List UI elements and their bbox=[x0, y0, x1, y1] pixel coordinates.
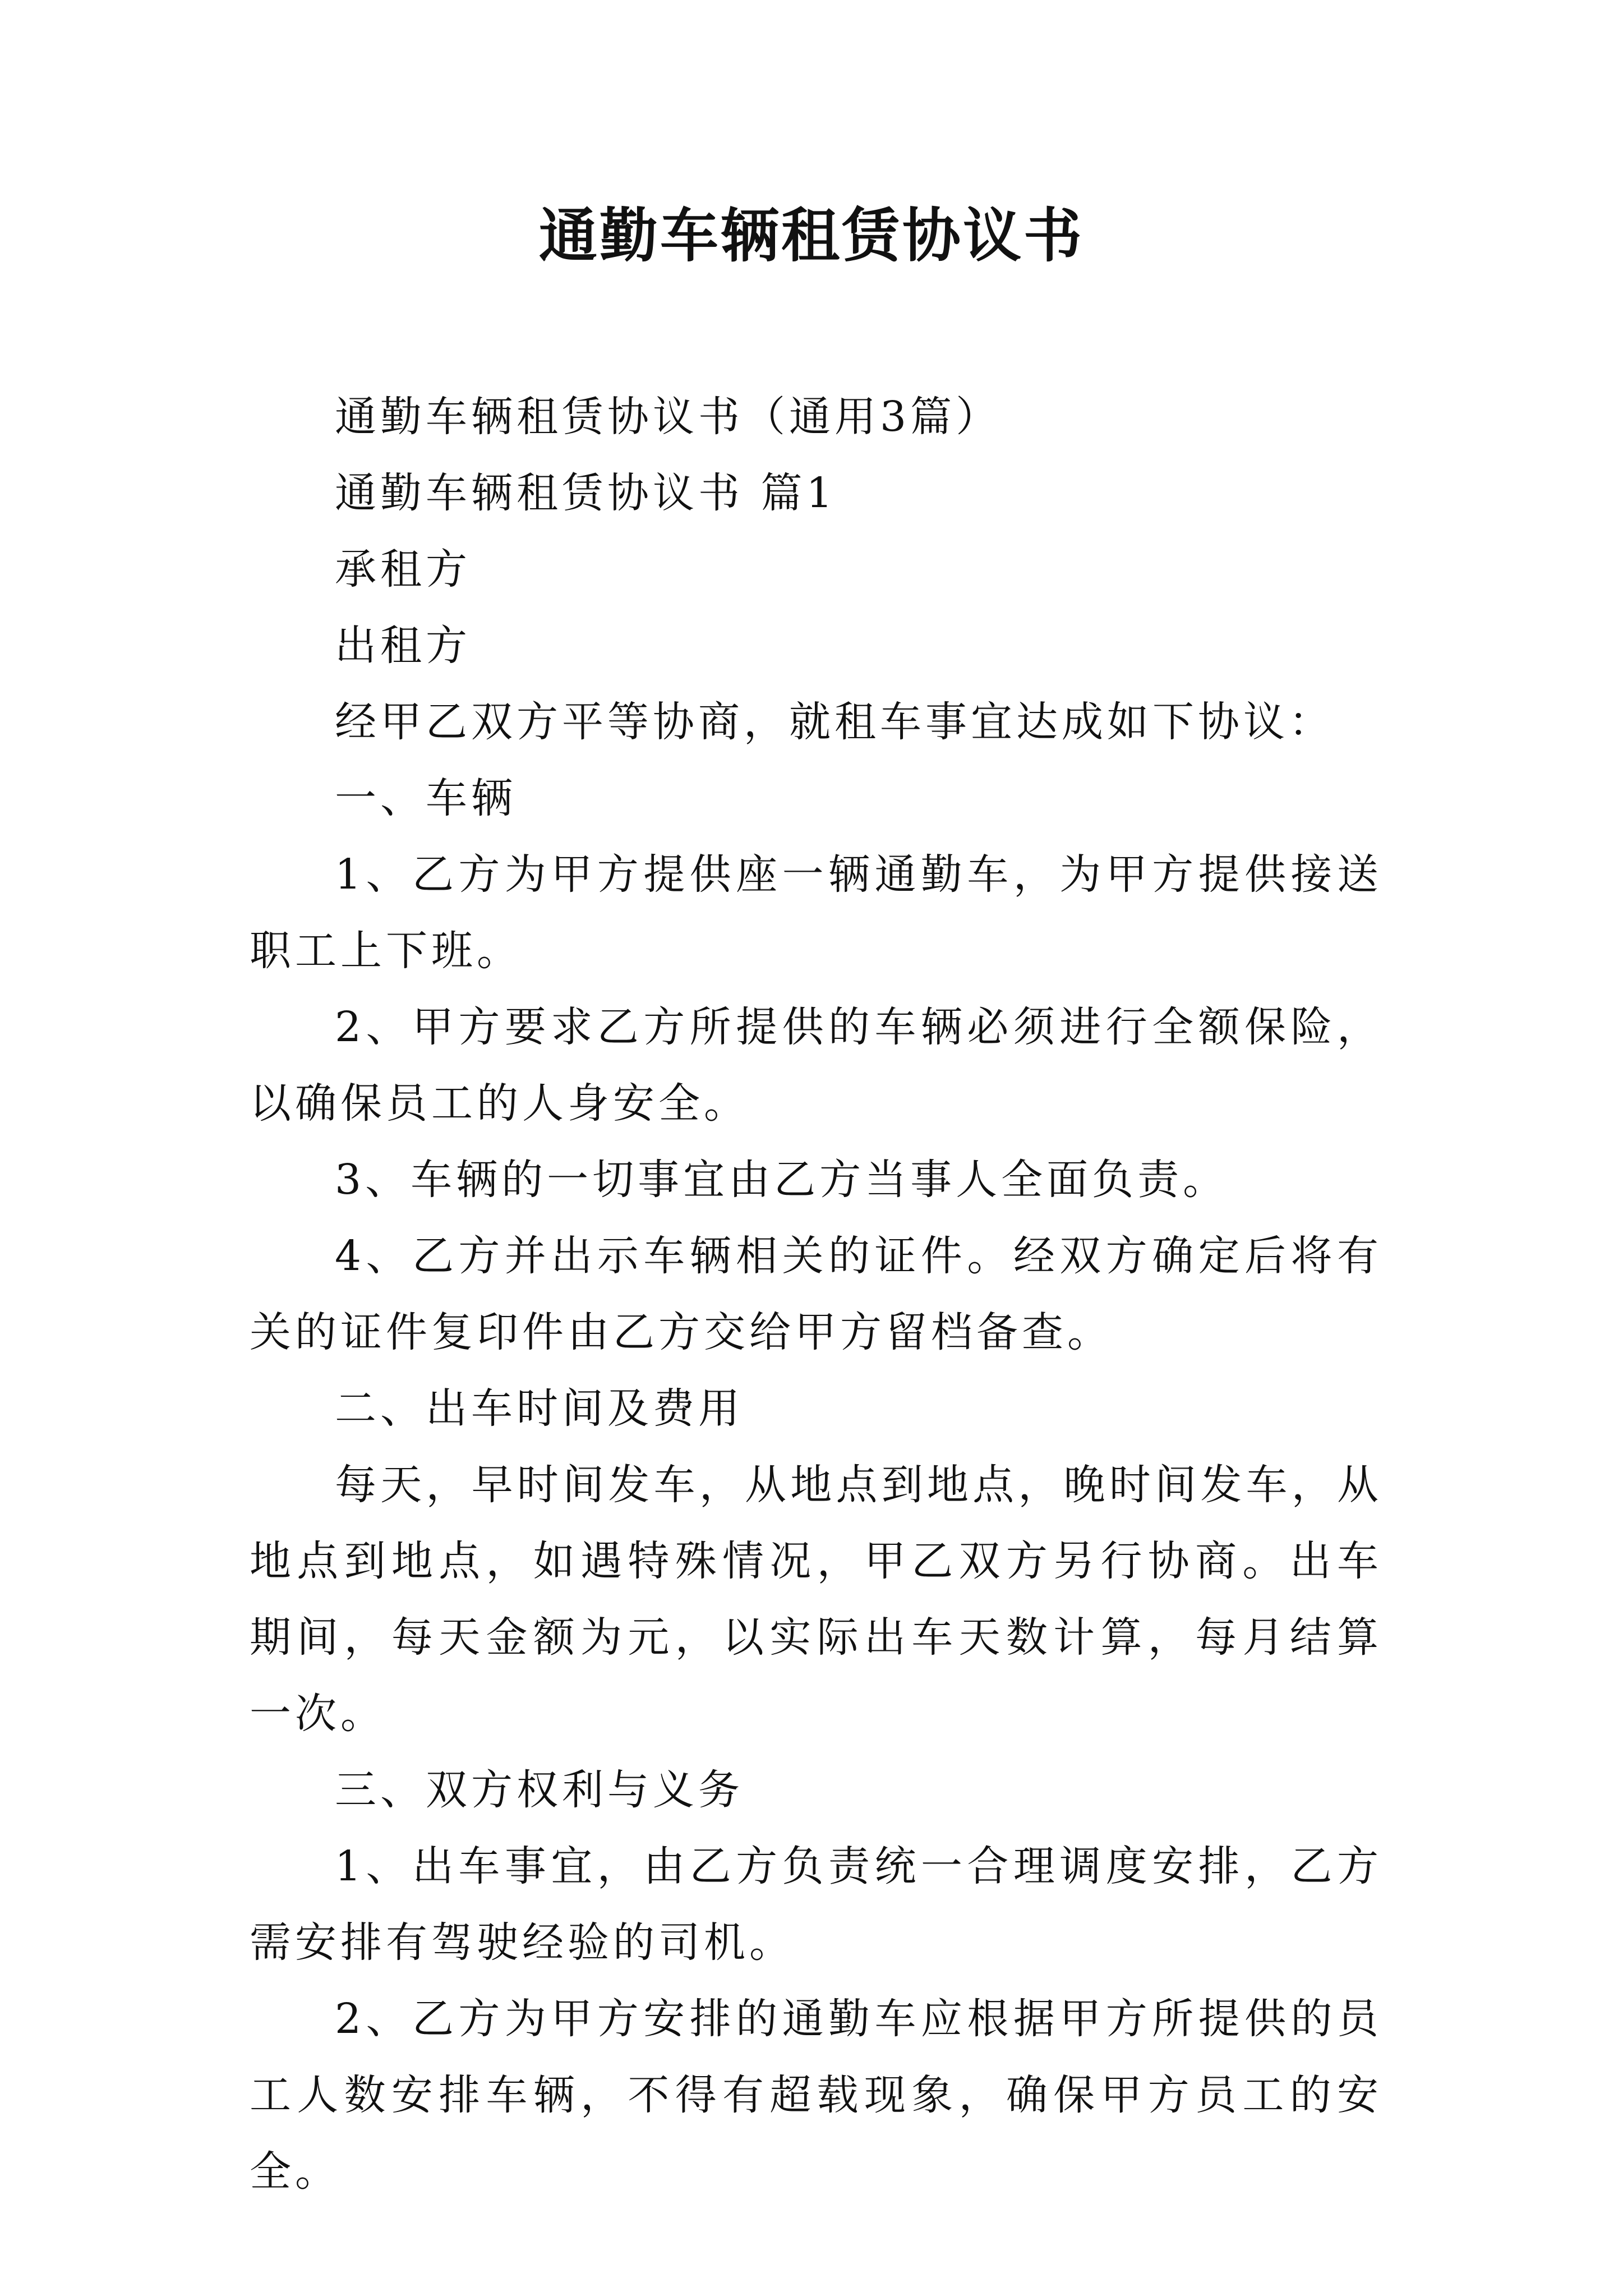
paragraph-clause: 3、车辆的一切事宜由乙方当事人全面负责。 bbox=[335, 1156, 1229, 1204]
paragraph-heading-rights: 三、双方权利与义务 bbox=[335, 1766, 744, 1814]
document-body bbox=[250, 379, 1382, 2210]
paragraph-lessee: 承租方 bbox=[335, 545, 471, 593]
paragraph-clause: 4、乙方并出示车辆相关的证件。经双方确定后将有关的证件复印件由乙方交给甲方留档备查。 bbox=[250, 1232, 1382, 1356]
paragraph-clause: 1、乙方为甲方提供座一辆通勤车，为甲方提供接送职工上下班。 bbox=[250, 850, 1382, 975]
paragraph-preamble: 经甲乙双方平等协商，就租车事宜达成如下协议： bbox=[335, 698, 1334, 746]
document-title: 通勤车辆租赁协议书 bbox=[538, 201, 1084, 270]
paragraph-heading-time-fees: 二、出车时间及费用 bbox=[335, 1384, 744, 1433]
paragraph-clause: 2、乙方为甲方安排的通勤车应根据甲方所提供的员工人数安排车辆，不得有超载现象，确保甲方员工的安全。 bbox=[250, 1995, 1382, 2196]
paragraph-subtitle: 通勤车辆租赁协议书（通用3篇） bbox=[335, 393, 1002, 441]
paragraph-lessor: 出租方 bbox=[335, 622, 471, 670]
paragraph-section-heading: 通勤车辆租赁协议书 篇1 bbox=[335, 469, 837, 517]
paragraph-clause: 2、甲方要求乙方所提供的车辆必须进行全额保险，以确保员工的人身安全。 bbox=[250, 1003, 1382, 1128]
paragraph-clause: 每天，早时间发车，从地点到地点，晚时间发车，从地点到地点，如遇特殊情况，甲乙双方另行协商。出车期间，每天金额为元，以实际出车天数计算，每月结算一次。 bbox=[250, 1461, 1382, 1738]
paragraph-clause: 1、出车事宜，由乙方负责统一合理调度安排，乙方需安排有驾驶经验的司机。 bbox=[250, 1842, 1382, 1967]
paragraph-heading-vehicle: 一、车辆 bbox=[335, 774, 517, 822]
